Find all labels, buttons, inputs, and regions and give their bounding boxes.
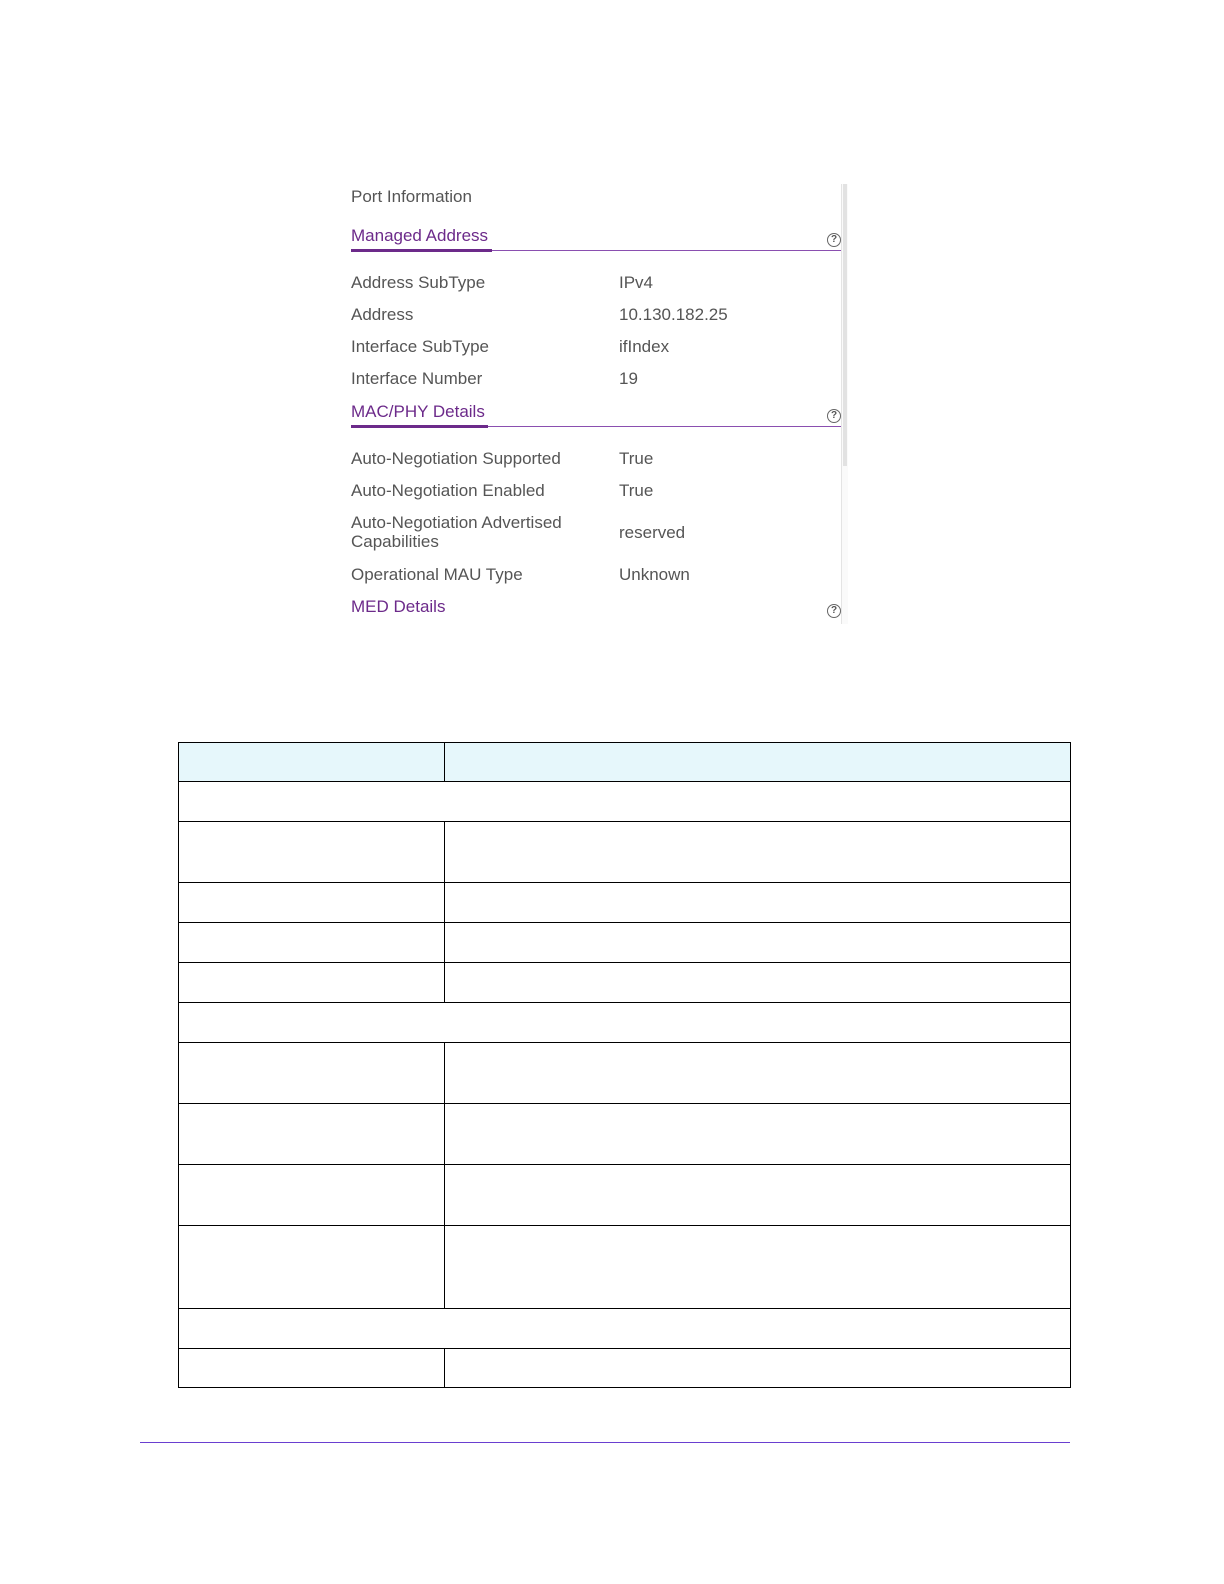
info-value: True (619, 481, 654, 500)
table-cell (179, 1226, 445, 1309)
info-value: IPv4 (619, 273, 654, 292)
port-information-panel (351, 182, 845, 624)
table-header-cell (179, 743, 445, 782)
info-value: Unknown (619, 565, 690, 584)
table-cell (445, 1349, 1071, 1388)
table-row (179, 963, 1071, 1003)
info-key: Address SubType (351, 273, 486, 292)
table-cell (179, 782, 1071, 822)
table-cell (179, 1043, 445, 1104)
info-key: Interface Number (351, 369, 483, 388)
info-value: True (619, 449, 654, 468)
table-row (179, 1349, 1071, 1388)
info-value: 19 (619, 369, 638, 388)
table-cell (179, 923, 445, 963)
section-med-details[interactable] (351, 597, 841, 625)
section-label: MAC/PHY Details (351, 402, 485, 421)
field-description-table (178, 742, 1071, 1388)
panel-scrollbar[interactable] (841, 184, 848, 624)
section-underline (351, 249, 492, 252)
table-cell (445, 1043, 1071, 1104)
table-group-row (179, 782, 1071, 822)
table-group-row (179, 1309, 1071, 1349)
table-cell (445, 822, 1071, 883)
table-cell (445, 1165, 1071, 1226)
section-label: Managed Address (351, 226, 489, 245)
table-cell (179, 1104, 445, 1165)
table-row (179, 1043, 1071, 1104)
info-key: Auto-Negotiation Advertised Capabilities (351, 513, 562, 551)
help-icon[interactable]: ? (827, 233, 841, 247)
info-value: ifIndex (619, 337, 670, 356)
table-cell (179, 963, 445, 1003)
section-label: MED Details (351, 597, 446, 616)
table-cell (445, 923, 1071, 963)
help-icon[interactable]: ? (827, 604, 841, 618)
table-cell (445, 963, 1071, 1003)
section-managed-address[interactable] (351, 226, 841, 254)
table-cell (179, 1349, 445, 1388)
table-cell (179, 1165, 445, 1226)
info-key: Interface SubType (351, 337, 489, 356)
table-row (179, 822, 1071, 883)
table-cell (179, 822, 445, 883)
table-cell (179, 883, 445, 923)
section-underline (351, 425, 488, 428)
section-mac-phy-details[interactable] (351, 402, 841, 430)
table-row (179, 883, 1071, 923)
table-cell (179, 1003, 1071, 1043)
table-row (179, 923, 1071, 963)
table-header-cell (445, 743, 1071, 782)
footer-divider (140, 1442, 1070, 1443)
table-row (179, 1104, 1071, 1165)
table-cell (445, 1104, 1071, 1165)
table-cell (445, 883, 1071, 923)
panel-title: Port Information (351, 187, 472, 206)
table-cell (179, 1309, 1071, 1349)
info-value: reserved (619, 523, 686, 542)
table-row (179, 1226, 1071, 1309)
info-key: Auto-Negotiation Enabled (351, 481, 545, 500)
table-row (179, 1165, 1071, 1226)
table-cell (445, 1226, 1071, 1309)
table-group-row (179, 1003, 1071, 1043)
info-value: 10.130.182.25 (619, 305, 728, 324)
info-key: Address (351, 305, 414, 324)
table-header-row (179, 743, 1071, 782)
scrollbar-thumb[interactable] (843, 184, 847, 466)
info-key: Auto-Negotiation Supported (351, 449, 561, 468)
help-icon[interactable]: ? (827, 409, 841, 423)
info-key: Operational MAU Type (351, 565, 523, 584)
